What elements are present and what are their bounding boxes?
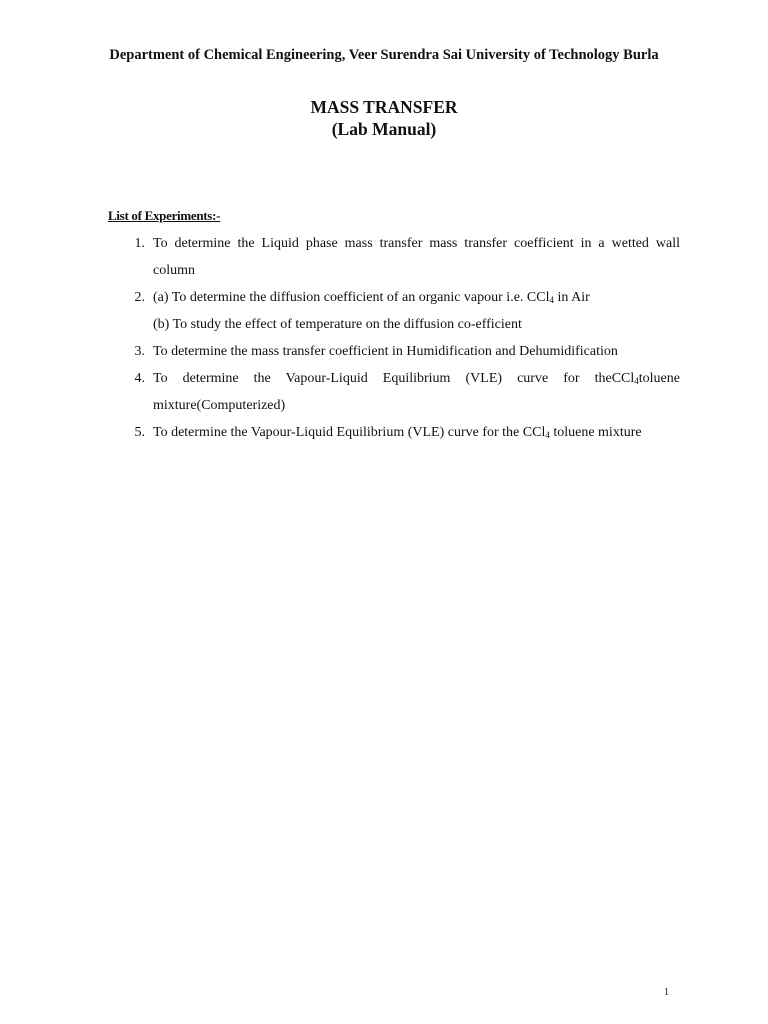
- subscript: 4: [634, 376, 639, 386]
- item-number: 2.: [134, 290, 145, 305]
- item-number: 3.: [134, 344, 145, 359]
- department-header: Department of Chemical Engineering, Veer Surendra Sai University of Technology Burla: [109, 47, 659, 63]
- list-item: [108, 284, 680, 311]
- list-item: [108, 419, 680, 446]
- manual-title: [0, 96, 768, 140]
- item-number: 5.: [134, 425, 145, 440]
- page-number: 1: [664, 987, 669, 998]
- title-line-2: (Lab Manual): [331, 119, 437, 139]
- list-heading: List of Experiments:-: [108, 208, 221, 223]
- item-text-part: (a) To determine the diffusion coefficient of an organic vapour i.e. CCl: [153, 290, 550, 305]
- item-text: [153, 365, 680, 419]
- item-number: 4.: [134, 371, 145, 386]
- item-text-part: toluene mixture: [549, 425, 642, 440]
- item-text-part: in Air: [553, 290, 590, 305]
- item-text: [153, 419, 680, 446]
- item-text: To determine the Liquid phase mass transfer mass transfer coefficient in a wetted wall column: [153, 236, 680, 278]
- sub-item: (b) To study the effect of temperature on the diffusion co-efficient: [153, 317, 522, 332]
- list-item: [108, 338, 680, 365]
- item-text-part: To determine the Vapour-Liquid Equilibrium (VLE) curve for the CCl: [153, 425, 546, 440]
- title-line-1: MASS TRANSFER: [310, 97, 458, 117]
- item-text: To determine the mass transfer coefficient in Humidification and Dehumidification: [153, 344, 618, 359]
- item-text-part: To determine the Vapour-Liquid Equilibrium (VLE) curve for theCCl: [153, 371, 635, 386]
- subscript: 4: [545, 430, 550, 440]
- list-item: [108, 230, 680, 284]
- list-item: [108, 365, 680, 419]
- item-text: [153, 284, 680, 311]
- item-text-part: toluene mixture(Computerized): [153, 371, 680, 413]
- subscript: 4: [549, 295, 554, 305]
- experiment-list: [108, 230, 680, 446]
- item-number: 1.: [134, 236, 145, 251]
